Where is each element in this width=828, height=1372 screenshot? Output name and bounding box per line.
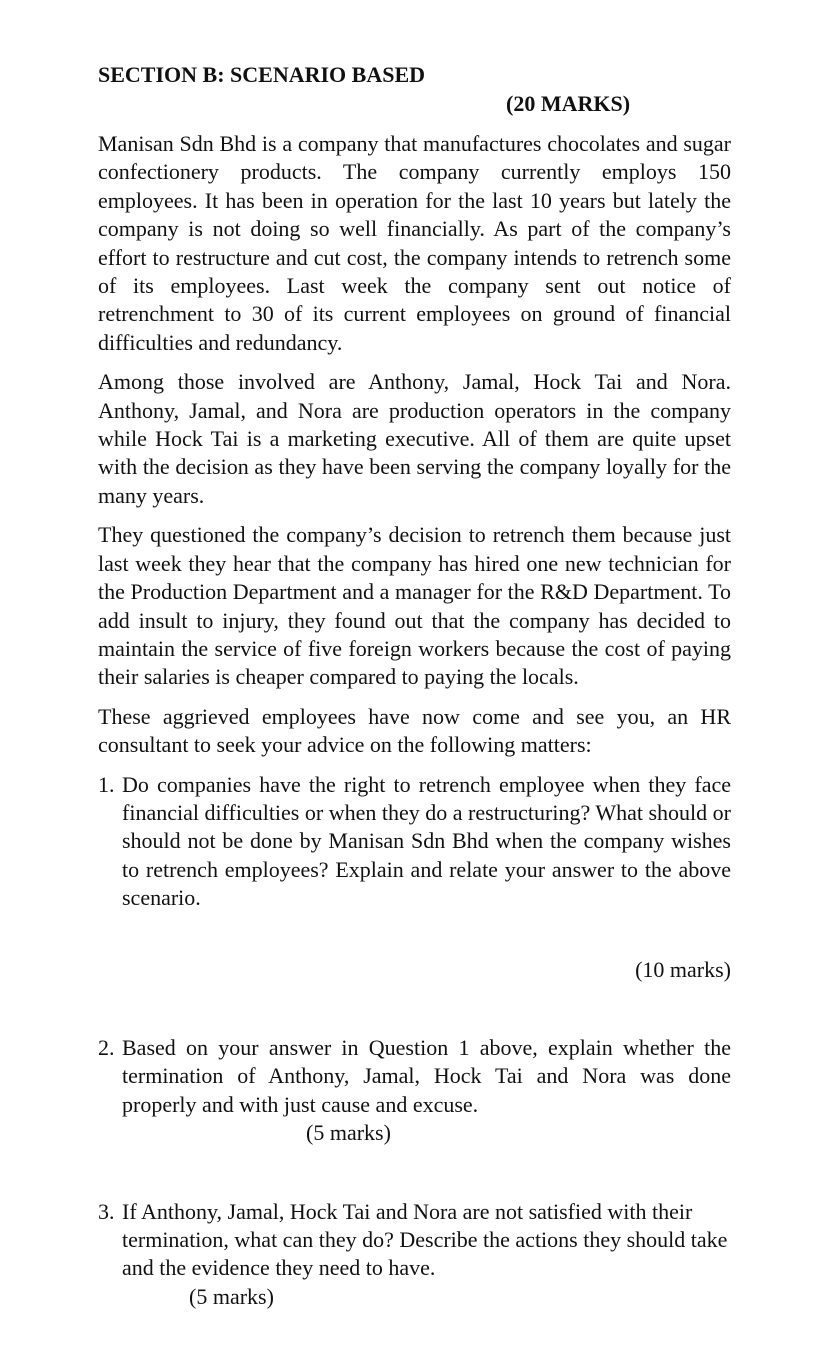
scenario-paragraph: Among those involved are Anthony, Jamal, Hock Tai and Nora. Anthony, Jamal, and Nora are production operators in the company while Hock Tai is a marketing executive. All of them are quite upset with the decision as they have been serving the company loyally for the many years.: [98, 369, 731, 508]
question-text: Based on your answer in Question 1 above, explain whether the termination of Anthony, Jamal, Hock Tai and Nora was done properly and with just cause and excuse.: [122, 1034, 731, 1117]
question-2-marks: (5 marks): [306, 1120, 391, 1146]
question-2: [98, 1034, 731, 1148]
question-1: [98, 771, 731, 913]
scenario-paragraph: They questioned the company’s decision to retrench them because just last week they hear that the company has hired one new technician for the Production Department and a manager for the R&D Department. To add insult to injury, they found out that the company has decided to maintain the service of five foreign workers because the cost of paying their salaries is cheaper compared to paying the locals.: [98, 522, 731, 690]
exam-page: [98, 60, 731, 1311]
question-number: 3.: [98, 1198, 115, 1224]
question-text: Do companies have the right to retrench employee when they face financial difficulties or when they do a restructuring? What should or should not be done by Manisan Sdn Bhd when the company wishes to retrench employees? Explain and relate your answer to the above scenario.: [122, 771, 731, 911]
scenario-paragraph: Manisan Sdn Bhd is a company that manufactures chocolates and sugar confectionery products. The company currently employs 150 employees. It has been in operation for the last 10 years but lately the company is not doing so well financially. As part of the company’s effort to restructure and cut cost, the company intends to retrench some of its employees. Last week the company sent out notice of retrenchment to 30 of its current employees on ground of financial difficulties and redundancy.: [98, 131, 731, 355]
question-1-marks: (10 marks): [635, 956, 731, 982]
section-title: SECTION B: SCENARIO BASED: [98, 62, 426, 87]
question-3: [98, 1198, 731, 1312]
question-number: 1.: [98, 771, 115, 797]
question-number: 2.: [98, 1034, 115, 1060]
section-total-marks: (20 MARKS): [506, 91, 631, 116]
scenario-paragraph: These aggrieved employees have now come and see you, an HR consultant to seek your advice on the following matters:: [98, 703, 731, 758]
question-text: If Anthony, Jamal, Hock Tai and Nora are not satisfied with their termination, what can they do? Describe the actions they should take and the evidence they need to have.: [122, 1198, 728, 1281]
question-3-marks: (5 marks): [189, 1283, 274, 1309]
